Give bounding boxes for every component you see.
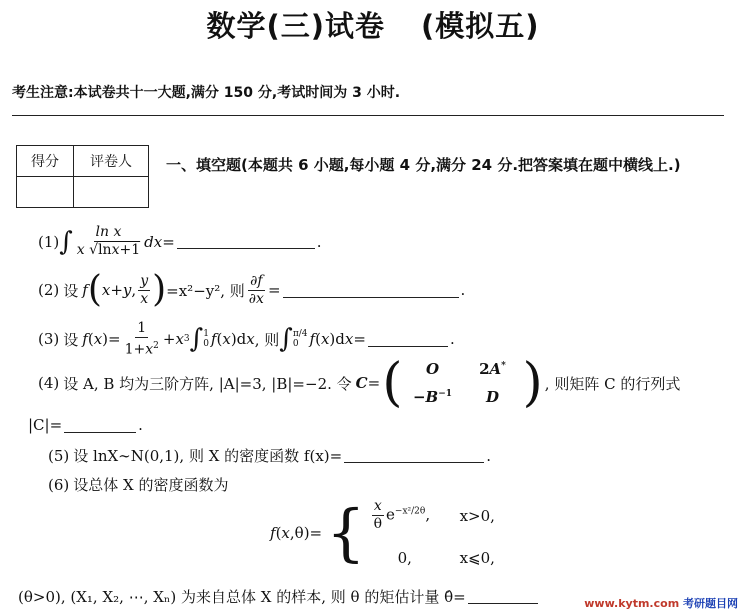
grader-cell: [74, 177, 149, 208]
question-1: (1) ∫ $\frac{\text{ln x}}{x √\ln x+1}$ dx= .: [38, 224, 322, 258]
q4-period: .: [138, 416, 143, 434]
q2-answer-blank: [283, 283, 459, 298]
q3-lead: 设: [63, 330, 79, 349]
q6-cond1: x>0,: [459, 506, 495, 525]
exam-notice: [12, 82, 400, 102]
score-cell: [17, 177, 74, 208]
q6-text: 设总体 X 的密度函数为: [73, 476, 229, 494]
q1-answer-blank: [177, 234, 315, 249]
q6-number: (6): [48, 475, 70, 494]
question-5: [48, 445, 491, 466]
q4-cont: |C|=: [28, 416, 63, 434]
question-6-cont: [18, 586, 540, 607]
divider-line: [12, 115, 724, 116]
q3-number: (3): [38, 330, 60, 349]
q2-period: .: [460, 281, 466, 299]
question-6: [48, 474, 228, 495]
q3-answer-blank: [368, 332, 448, 347]
q5-number: (5): [48, 446, 70, 465]
q2-lead: 设: [63, 281, 79, 300]
q4-tail: , 则矩阵 C 的行列式: [544, 374, 681, 393]
q6-val2: 0,: [397, 549, 412, 567]
question-2: (2) 设 f ( x + y , $\frac{y}{x}$ ) =x²−y², 则 $\frac{\partial f}{\partial x}$ = .: [38, 269, 466, 310]
grader-header: 评卷人: [74, 146, 149, 177]
question-4-cont: [28, 416, 143, 434]
q1-fraction: $\frac{\text{ln x}}{x √\ln x+1}$: [76, 224, 141, 258]
watermark-url: www.kytm.com: [584, 597, 680, 610]
notice-text: 本试卷共十一大题,满分 150 分,考试时间为 3 小时.: [73, 85, 401, 101]
title-main: 数学(三)试卷: [206, 9, 385, 43]
q3-period: .: [449, 330, 455, 349]
score-header: 得分: [17, 146, 74, 177]
q5-text: 设 lnX∼N(0,1), 则 X 的密度函数 f(x)=: [73, 447, 343, 465]
q6-cond2: x⩽0,: [459, 549, 495, 567]
question-3: (3) 设 f ( x )= $\frac{1}{1+x^2}$ + x 3 ∫ 1 0 f ( x )d x , 则 ∫ π/4 0 f ( x )d x = .: [38, 320, 455, 358]
integral-sign: ∫: [59, 226, 73, 257]
question-4: (4) 设 A, B 均为三阶方阵, |A|=3, |B|=−2. 令 C = ( O 2A* $-B^{-1}$ D ) , 则矩阵 C 的行列式: [38, 353, 681, 413]
q6-answer-blank: [468, 589, 538, 604]
q5-answer-blank: [344, 448, 484, 463]
q1-period: .: [316, 232, 322, 251]
q4-answer-blank: [64, 418, 136, 433]
exam-title: [0, 4, 746, 45]
q4-number: (4): [38, 374, 60, 392]
block-matrix: ( O 2A* $-B^{-1}$ D ): [382, 353, 543, 413]
q3-mid: , 则: [254, 330, 280, 349]
notice-label: 考生注意:: [12, 85, 74, 101]
q6-cont: (θ>0), (X₁, X₂, ⋯, Xₙ) 为来自总体 X 的样本, 则 θ 的矩估计量 θ̂=: [18, 588, 466, 606]
q1-number: (1): [38, 232, 60, 251]
title-subtitle: (模拟五): [421, 9, 540, 43]
piecewise-density: f ( x ,θ)= { $\frac{x}{\theta}$ $e^{-x^2/2\theta}$, x>0, 0, x⩽0,: [270, 498, 520, 567]
q5-period: .: [486, 446, 491, 465]
q2-mid: =x²−y², 则: [166, 281, 245, 300]
watermark-site: 考研题目网: [683, 597, 738, 610]
q4-lead: 设 A, B 均为三阶方阵, |A|=3, |B|=−2. 令: [63, 374, 352, 393]
q2-number: (2): [38, 281, 60, 299]
section-heading: 一、填空题(本题共 6 小题,每小题 4 分,满分 24 分.把答案填在题中横线上.): [166, 156, 681, 174]
score-table: [16, 145, 149, 208]
site-watermark: [584, 595, 738, 611]
